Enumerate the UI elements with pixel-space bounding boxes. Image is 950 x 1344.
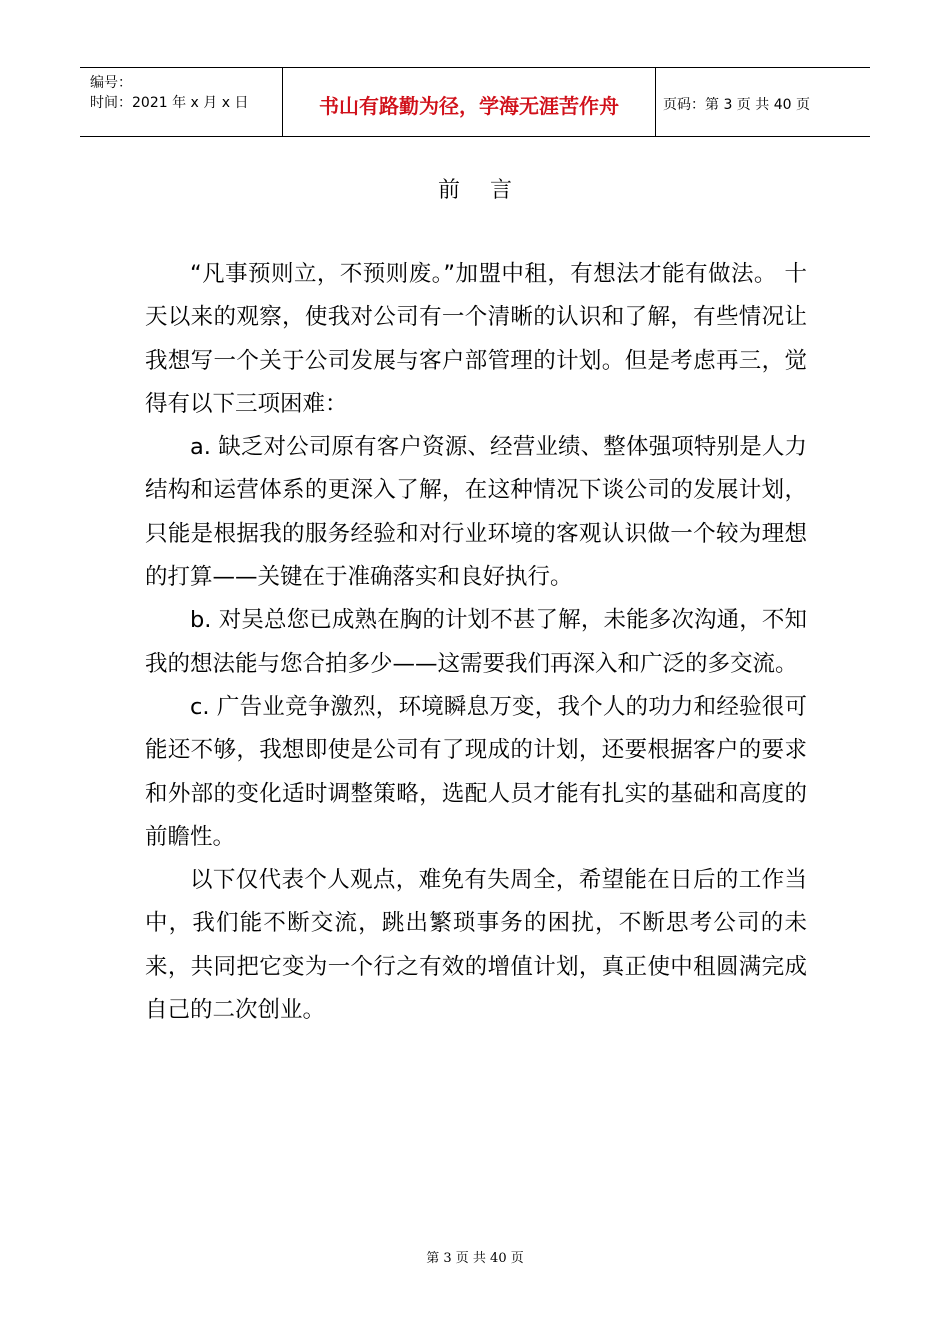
paragraph-intro: “凡事预则立，不预则废。”加盟中租，有想法才能有做法。 十天以来的观察，使我对公司有一个清晰的认识和了解，有些情况让我想写一个关于公司发展与客户部管理的计划。但是考虑再三，觉得有以下三项困难： xyxy=(145,261,807,417)
header-meta-cell xyxy=(80,68,282,136)
header-page-info: 页码：第 3 页 共 40 页 xyxy=(663,97,810,113)
page-title: 前言 xyxy=(437,178,542,203)
header-page-cell xyxy=(655,68,870,136)
page-footer: 第 3 页 共 40 页 xyxy=(426,1251,524,1266)
header-table xyxy=(80,67,870,137)
document-body xyxy=(145,253,807,1032)
paragraph-point-b: b. 对吴总您已成熟在胸的计划不甚了解，未能多次沟通，不知我的想法能与您合拍多少——这需要我们再深入和广泛的多交流。 xyxy=(145,607,807,677)
paragraph-point-c: c. 广告业竞争激烈，环境瞬息万变，我个人的功力和经验很可能还不够，我想即使是公司有了现成的计划，还要根据客户的要求和外部的变化适时调整策略，选配人员才能有扎实的基础和高度的前瞻性。 xyxy=(145,693,807,850)
document-number-label: 编号： xyxy=(90,75,132,91)
header-motto-cell xyxy=(282,68,656,136)
document-date: 时间：2021 年 x 月 x 日 xyxy=(90,95,249,111)
header-motto: 书山有路勤为径，学海无涯苦作舟 xyxy=(319,94,619,118)
paragraph-point-a: a. 缺乏对公司原有客户资源、经营业绩、整体强项特别是人力结构和运营体系的更深入了解，在这种情况下谈公司的发展计划，只能是根据我的服务经验和对行业环境的客观认识做一个较为理想的打算——关键在于准确落实和良好执行。 xyxy=(145,434,807,591)
paragraph-conclusion: 以下仅代表个人观点，难免有失周全，希望能在日后的工作当中，我们能不断交流，跳出繁琐事务的困扰，不断思考公司的未来，共同把它变为一个行之有效的增值计划，真正使中租圆满完成自己的二次创业。 xyxy=(145,867,807,1024)
